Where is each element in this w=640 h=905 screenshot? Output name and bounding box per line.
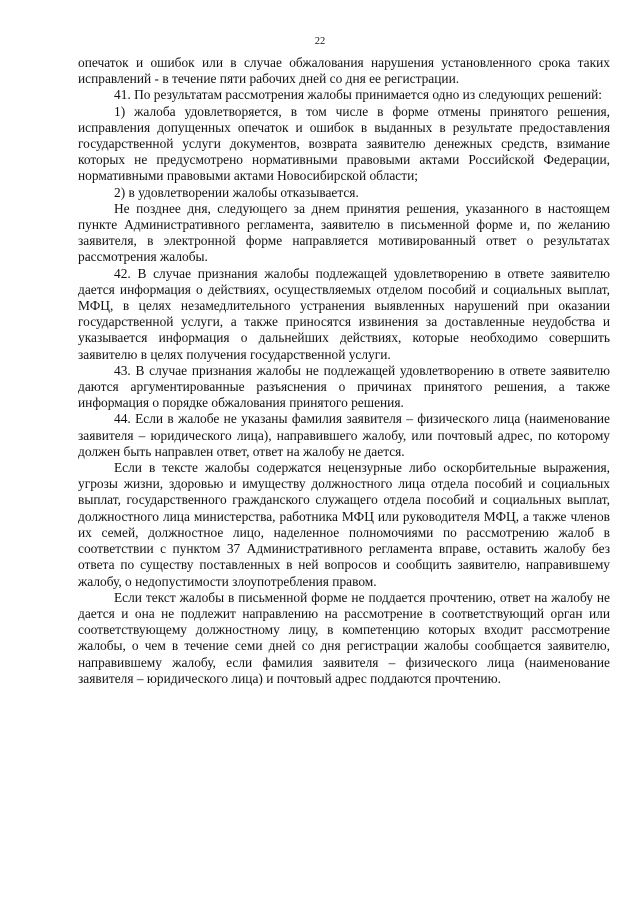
paragraph-unreadable-text: Если текст жалобы в письменной форме не поддается прочтению, ответ на жалобу не дается и она не подлежит направлению на рассмотрение в соответствующий орган или соответствующему должностному лицу, в компетенцию которых входит рассмотрение жалобы, о чем в течение семи дней со дня регистрации жалобы сообщается заявителю, направившему жалобу, если фамилия заявителя – физического лица (наименование заявителя – юридического лица) и почтовый адрес поддаются прочтению. (78, 589, 610, 686)
paragraph-response-deadline: Не позднее дня, следующего за днем принятия решения, указанного в настоящем пункте Административного регламента, заявителю в письменной форме и, по желанию заявителя, в электронной форме направляется мотивированный ответ о результатах рассмотрения жалобы. (78, 200, 610, 265)
paragraph-item-42: 42. В случае признания жалобы подлежащей удовлетворению в ответе заявителю дается информация о действиях, осуществляемых отделом пособий и социальных выплат, МФЦ, в целях незамедлительного устранения выявленных нарушений при оказании государственной услуги, а также приносятся извинения за доставленные неудобства и указывается информация о дальнейших действиях, которые необходимо совершить заявителю в целях получения государственной услуги. (78, 265, 610, 362)
paragraph-offensive-content: Если в тексте жалобы содержатся нецензурные либо оскорбительные выражения, угрозы жизни, здоровью и имуществу должностного лица отдела пособий и социальных выплат, государственного гражданского служащего отдела пособий и социальных выплат, должностного лица министерства, работника МФЦ или руководителя МФЦ, а также членов их семей, должностное лицо, наделенное полномочиями по рассмотрению жалоб в соответствии с пунктом 37 Административного регламента вправе, оставить жалобу без ответа по существу поставленных в ней вопросов и сообщить заявителю, направившему жалобу, о недопустимости злоупотребления правом. (78, 460, 610, 589)
paragraph-subitem-2: 2) в удовлетворении жалобы отказывается. (114, 184, 359, 200)
paragraph-continuation: опечаток и ошибок или в случае обжалования нарушения установленного срока таких исправлений - в течение пяти рабочих дней со дня ее регистрации. (78, 55, 610, 87)
paragraph-subitem-1: 1) жалоба удовлетворяется, в том числе в форме отмены принятого решения, исправления допущенных опечаток и ошибок в выданных в результате предоставления государственной услуги документов, возврата заявителю денежных средств, взимание которых не предусмотрено нормативными правовыми актами Российской Федерации, нормативными правовыми актами Новосибирской области; (78, 103, 610, 184)
page-number: 22 (314, 36, 326, 47)
paragraph-item-41: 41. По результатам рассмотрения жалобы принимается одно из следующих решений: (114, 87, 603, 103)
paragraph-item-43: 43. В случае признания жалобы не подлежащей удовлетворению в ответе заявителю даются аргументированные разъяснения о причинах принятого решения, а также информация о порядке обжалования принятого решения. (78, 362, 610, 411)
paragraph-item-44: 44. Если в жалобе не указаны фамилия заявителя – физического лица (наименование заявителя – юридического лица), направившего жалобу, или почтовый адрес, по которому должен быть направлен ответ, ответ на жалобу не дается. (78, 411, 610, 459)
document-body (78, 55, 610, 687)
